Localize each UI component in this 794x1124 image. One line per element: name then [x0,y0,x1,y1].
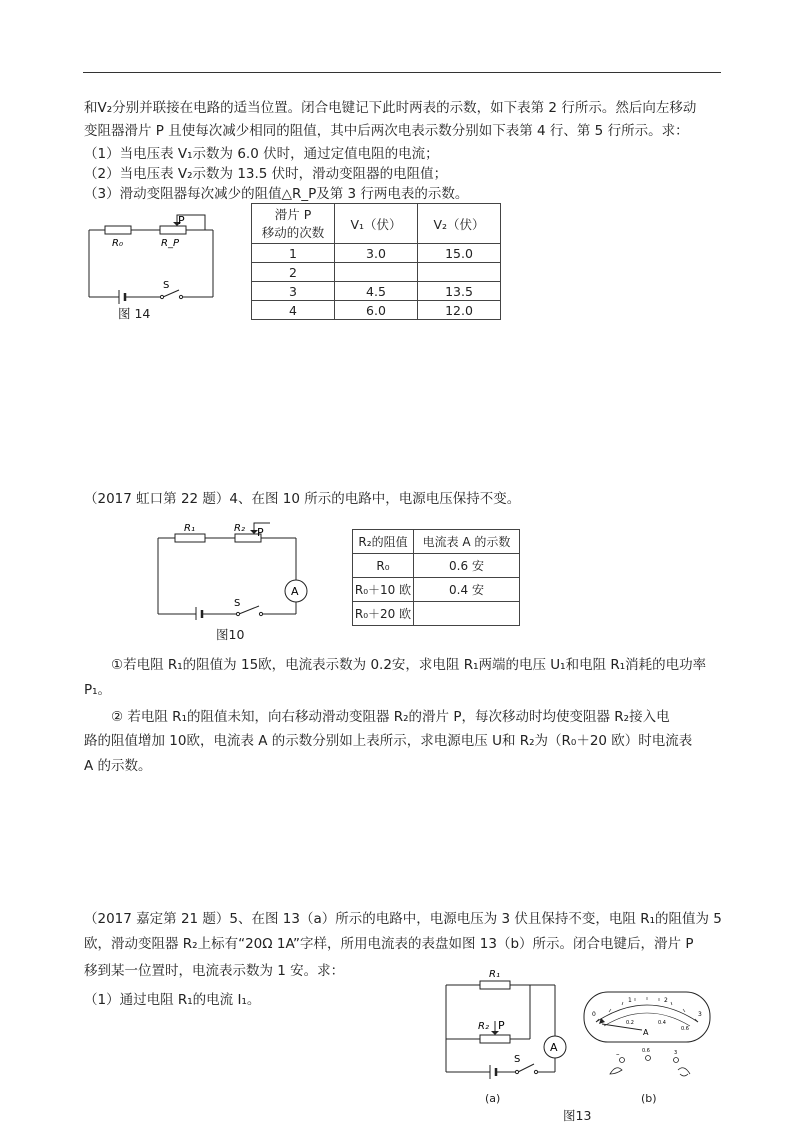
data-table-1 [251,203,501,320]
terminal-label: 0.6 [642,1048,650,1054]
dial-tick-label: 3 [698,1011,702,1018]
terminal-label: 3 [674,1050,678,1056]
table-cell: 4 [252,301,335,320]
label-rp: R_P [161,238,179,249]
table-cell [414,602,520,626]
label-p: P [498,1019,505,1032]
table-cell: R₀＋10 欧 [353,578,414,602]
table-cell: 0.6 安 [414,554,520,578]
figure-caption: 图13 [563,1108,592,1123]
label-r2: R₂ [478,1021,489,1032]
label-s: S [234,598,241,609]
problem-5-line: 移到某一位置时，电流表示数为 1 安。求： [84,963,345,979]
dial-tick-label: 2 [664,997,668,1004]
dial-tick-label: 0.4 [658,1020,666,1026]
problem-4-intro: （2017 虹口第 22 题）4、在图 10 所示的电路中，电源电压保持不变。 [84,491,521,507]
label-r0: R₀ [112,238,123,249]
ammeter-label: A [291,585,299,598]
question-5-1: （1）通过电阻 R₁的电流 I₁。 [84,992,261,1008]
figure-caption: 图10 [216,627,245,642]
table-header: 电流表 A 的示数 [414,530,520,554]
table-cell: R₀＋20 欧 [353,602,414,626]
table-cell: 12.0 [418,301,501,320]
table-cell: 3.0 [335,244,418,263]
header-rule [83,72,721,73]
question-3: （3）滑动变阻器每次减少的阻值△R_P及第 3 行两电表的示数。 [84,186,469,202]
table-cell: 4.5 [335,282,418,301]
table-cell: 13.5 [418,282,501,301]
label-s: S [514,1054,521,1065]
ammeter-dial-13b [582,990,712,1085]
table-row [252,282,501,301]
label-r2: R₂ [234,523,245,534]
question-1: （1）当电压表 V₁示数为 6.0 伏时，通过定值电阻的电流； [84,146,439,162]
text-line: 和V₂分别并联接在电路的适当位置。闭合电键记下此时两表的示数，如下表第 2 行所示。然后向左移动 [84,100,697,116]
table-row [252,244,501,263]
subfigure-label-a: (a) [485,1092,501,1105]
question-4-1-cont: P₁。 [84,682,112,698]
circuit-figure-14 [85,210,225,325]
table-cell: 15.0 [418,244,501,263]
table-header: V₁（伏） [335,204,418,244]
table-cell [418,263,501,282]
circuit-figure-10 [150,520,310,620]
table-cell: 1 [252,244,335,263]
question-4-2: ② 若电阻 R₁的阻值未知，向右移动滑动变阻器 R₂的滑片 P，每次移动时均使变阻器 R₂接入电 [111,709,670,725]
terminal-label: – [616,1050,620,1058]
table-cell: 3 [252,282,335,301]
table-cell: 0.4 安 [414,578,520,602]
question-4-2-cont: A 的示数。 [84,758,152,774]
table-row [353,554,520,578]
data-table-2 [352,529,520,626]
problem-5-line: 欧，滑动变阻器 R₂上标有“20Ω 1A”字样，所用电流表的表盘如图 13（b）所示。闭合电键后，滑片 P [84,936,694,952]
circuit-figure-13a [432,965,572,1085]
text-line: 变阻器滑片 P 且使每次减少相同的阻值，其中后两次电表示数分别如下表第 4 行、第 5 行所示。求： [84,123,689,139]
subfigure-label-b: (b) [641,1092,657,1105]
table-row [252,263,501,282]
dial-unit: A [643,1028,649,1037]
ammeter-label: A [550,1041,558,1054]
table-cell: 6.0 [335,301,418,320]
dial-tick-label: 0 [592,1011,596,1018]
label-r1: R₁ [489,969,500,980]
problem-5-line: （2017 嘉定第 21 题）5、在图 13（a）所示的电路中，电源电压为 3 伏且保持不变，电阻 R₁的阻值为 5 [84,911,722,927]
dial-tick-label: 1 [628,997,632,1004]
label-p: P [257,526,264,539]
table-header: 滑片 P 移动的次数 [252,204,335,244]
table-row [252,301,501,320]
table-cell: R₀ [353,554,414,578]
question-4-1: ①若电阻 R₁的阻值为 15欧，电流表示数为 0.2安，求电阻 R₁两端的电压 U₁和电阻 R₁消耗的电功率 [111,657,707,673]
label-s: S [163,280,170,291]
dial-tick-label: 0.2 [626,1020,634,1026]
table-row [353,602,520,626]
table-cell: 2 [252,263,335,282]
dial-tick-label: 0.6 [681,1026,689,1032]
question-4-2-cont: 路的阻值增加 10欧，电流表 A 的示数分别如上表所示，求电源电压 U和 R₂为（R₀＋20 欧）时电流表 [84,733,693,749]
figure-caption: 图 14 [118,306,151,321]
table-header: V₂（伏） [418,204,501,244]
table-row [353,578,520,602]
question-2: （2）当电压表 V₂示数为 13.5 伏时，滑动变阻器的电阻值； [84,166,448,182]
label-r1: R₁ [184,523,195,534]
table-cell [335,263,418,282]
table-header: R₂的阻值 [353,530,414,554]
label-p: P [178,214,185,227]
